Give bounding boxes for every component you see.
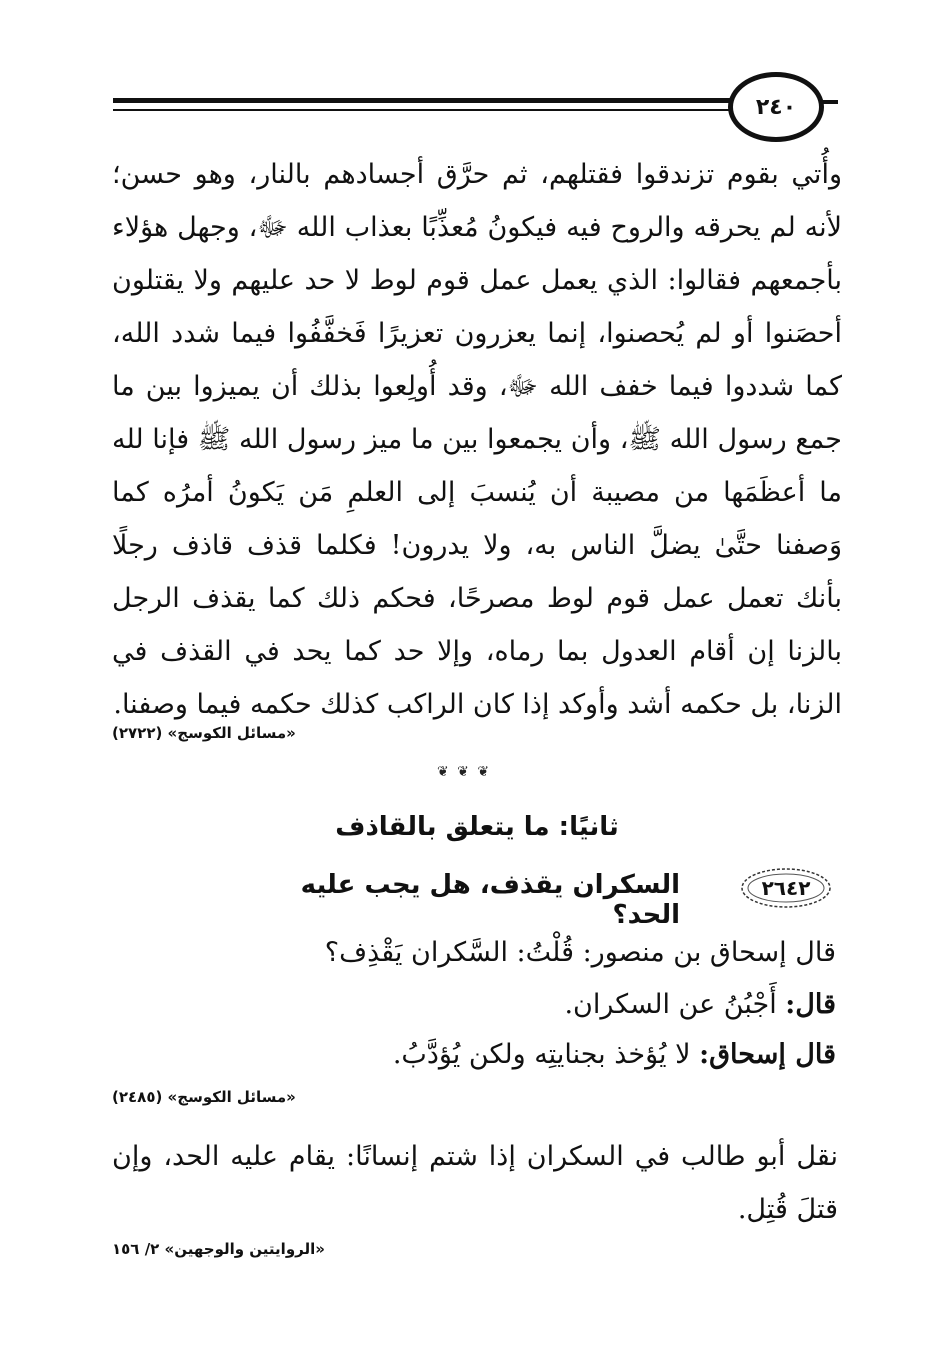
dialog-text-1: قال إسحاق بن منصور: قُلْتُ: السَّكران يَقْذِف؟ [324,937,836,968]
dialog-speaker-3: قال إسحاق: [699,1039,836,1070]
dialog-line-3 [112,1030,836,1080]
header-rule-thin [113,109,733,111]
dialog-line-1 [112,928,836,978]
section-heading: ثانيًا: ما يتعلق بالقاذف [335,812,619,842]
source-citation-2: «مسائل الكوسج» (٢٤٨٥) [112,1088,296,1106]
section-divider-ornament: ❦ ❦ ❦ [436,764,492,780]
dialog-text-3: لا يُؤخذ بجنايتِه ولكن يُؤدَّبُ. [392,1039,700,1070]
dialog-text-2: أَجْبُنُ عن السكران. [564,989,786,1020]
dialog-speaker-2: قال: [785,989,836,1020]
page-number: ٢٤٠ [728,72,824,142]
dialog-line-2 [112,980,836,1030]
page-header [0,0,938,150]
source-citation-1: «مسائل الكوسج» (٢٧٢٢) [112,724,296,742]
issue-question: السكران يقذف، هل يجب عليه الحد؟ [300,870,680,930]
body-paragraph-1: وأُتي بقوم تزندقوا فقتلهم، ثم حرَّق أجسادهم بالنار، وهو حسن؛ لأنه لم يحرقه والروح فيه فيكونُ مُعذِّبًا بعذاب الله ﷻ، وجهل هؤلاء بأجمعهم فقالوا: الذي يعمل عمل قوم لوط لا حد عليهم ولا يقتلون أحصَنوا أو لم يُحصنوا، إنما يعزرون تعزيرًا فَخفَّفُوا فيما شدد الله، كما شددوا فيما خفف الله ﷻ، وقد أُولِعوا بذلك أن يميزوا بين ما جمع رسول الله ﷺ، وأن يجمعوا بين ما ميز رسول الله ﷺ فإنا لله ما أعظَمَها من مصيبة أن يُنسبَ إلى العلمِ مَن يَكونُ أمرُه كما وَصفنا حتَّىٰ يضلَّ الناس به، ولا يدرون! فكلما قذف قاذف رجلًا بأنك تعمل عمل قوم لوط مصرحًا، فحكم ذلك كما يقذف الرجل بالزنا إن أقام العدول بما رماه، وإلا حد كما يحد في القذف في الزنا، بل حكمه أشد وأوكد إذا كان الراكب كذلك حكمه فيما وصفنا. [112,159,842,720]
issue-number: ٢٦٤٢ [761,876,811,900]
source-citation-3: «الروايتين والوجهين» ٢/ ١٥٦ [112,1240,325,1258]
body-paragraph-2: نقل أبو طالب في السكران إذا شتم إنسانًا: يقام عليه الحد، وإن قتلَ قُتِل. [112,1141,838,1225]
header-rule-thick [113,98,733,103]
issue-number-badge [738,866,834,910]
